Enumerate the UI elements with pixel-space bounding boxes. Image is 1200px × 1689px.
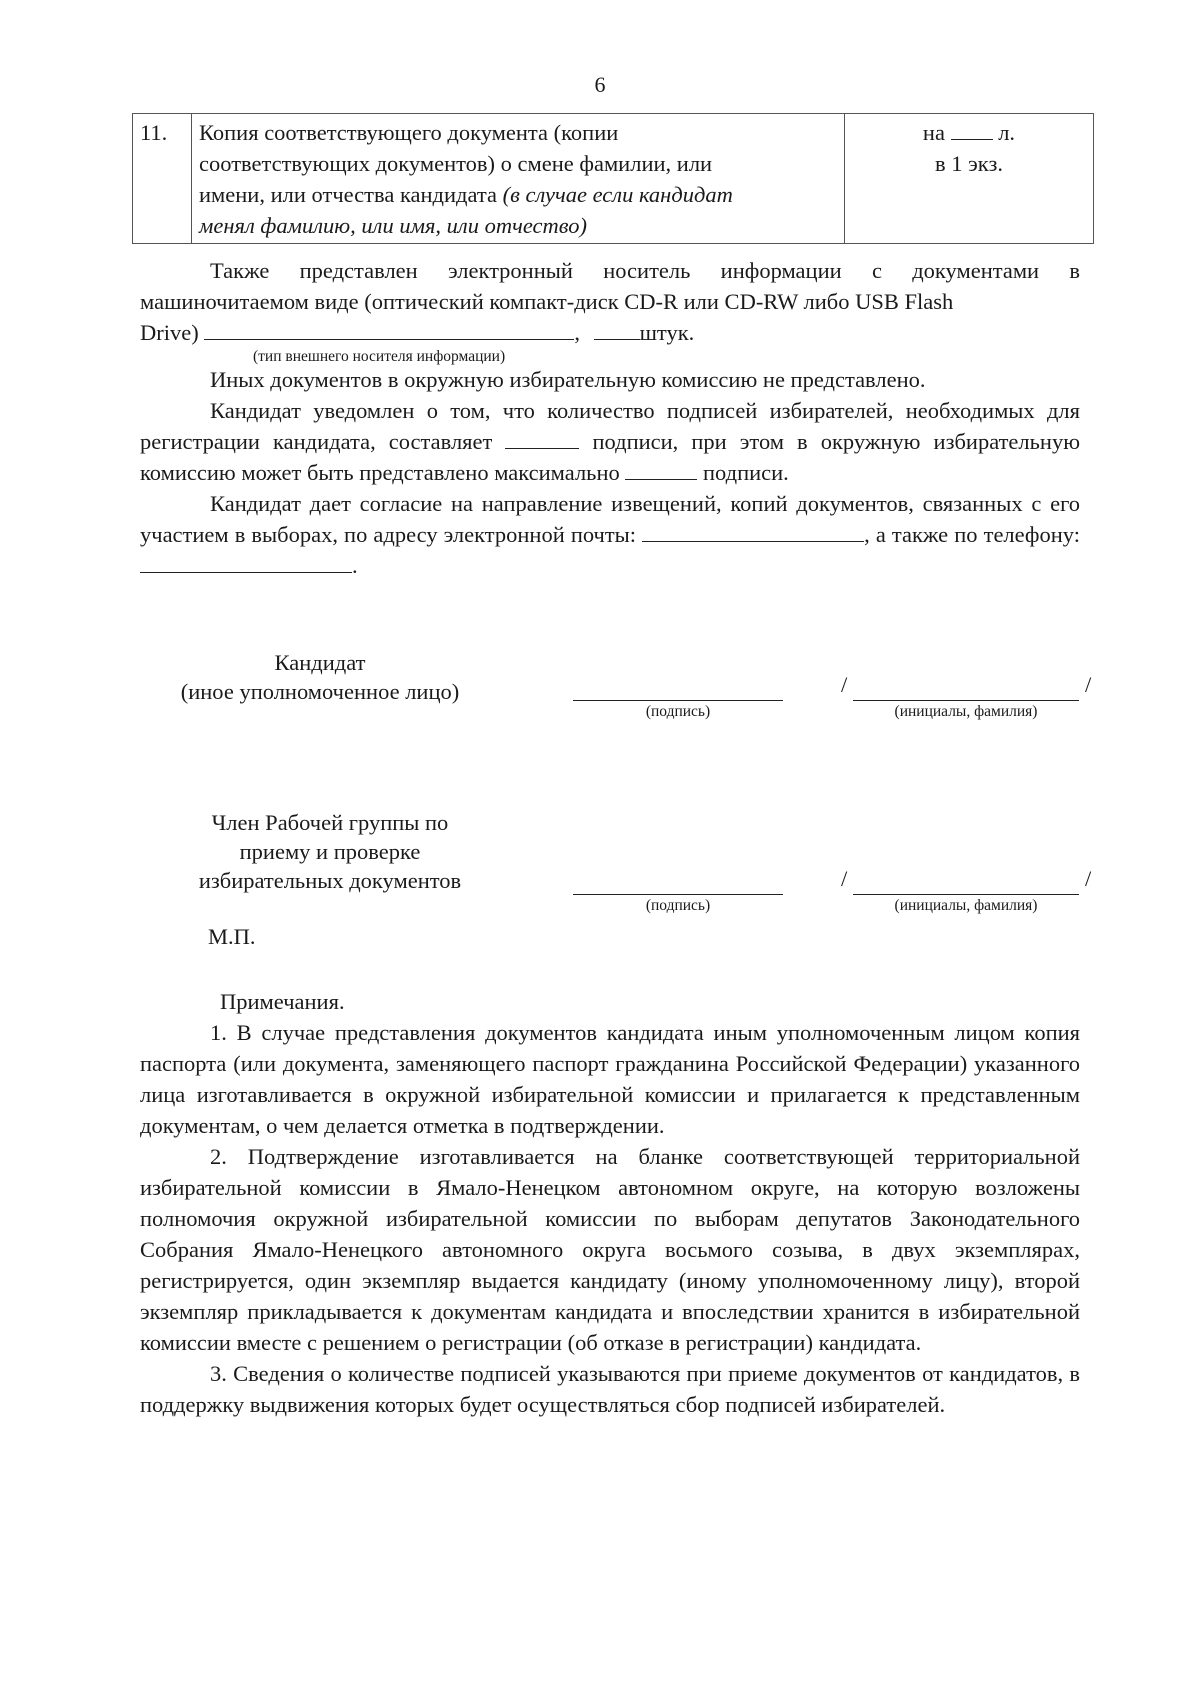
media-paragraph [140,255,1080,366]
consent-text: Кандидат дает согласие на направление извещений, копий документов, связанных с его участием в выборах, по адресу электронной почты: , а также по телефону: . [140,491,1080,578]
name-caption: (инициалы, фамилия) [894,897,1038,914]
row-text-line: соответствующих документов) о смене фамилии, или [199,151,713,176]
pages-count-blank [951,119,993,140]
candidate-signature-label: Кандидат (иное уполномоченное лицо) [180,650,460,704]
phone-blank [140,552,352,573]
row-note: (в случае если кандидат [502,182,733,207]
signatures-required-blank [505,428,579,449]
row-text-line: имени, или отчества кандидата [199,182,503,207]
candidate-name-line [853,700,1079,701]
media-count-blank [594,319,640,340]
row-description [192,114,845,244]
candidate-sign-line [573,700,783,701]
email-blank [642,521,864,542]
main-text [140,364,1080,581]
member-name-line [853,894,1079,895]
copies-count: в 1 экз. [935,151,1003,176]
pages-prefix: на [922,120,945,145]
slash: / [841,866,848,891]
pages-suffix: л. [998,120,1016,145]
media-text: Также представлен электронный носитель информации с документами в машиночитаемом виде (оптический компакт-диск CD-R или CD-RW либо USB Flash [140,258,1080,314]
member-signature-label: Член Рабочей группы по приему и проверке избирательных документов [198,810,462,893]
note-item: 2. Подтверждение изготавливается на бланке соответствующей территориальной избирательной комиссии в Ямало-Ненецком автономном округе, на которую возложены полномочия окружной избирательной комиссии по выборам депутатов Законодательного Собрания Ямало-Ненецкого автономного округа восьмого созыва, в двух экземплярах, регистрируется, один экземпляр выдается кандидату (иному уполномоченному лицу), второй экземпляр прикладывается к документам кандидата и впоследствии хранится в избирательной комиссии вместе с решением о регистрации (об отказе в регистрации) кандидата. [140,1144,1080,1355]
slash: / [841,672,848,697]
stamp-place: М.П. [208,924,256,949]
drive-word: Drive) [140,320,199,345]
page-number: 6 [594,72,606,97]
notes-section [140,986,1080,1420]
signatures-max-blank [625,459,697,480]
row-note: менял фамилию, или имя, или отчество) [199,213,587,238]
other-docs-text: Иных документов в окружную избирательную комиссию не представлено. [210,367,926,392]
media-line [140,317,1080,348]
member-sign-line [573,894,783,895]
sign-caption: (подпись) [645,897,711,914]
name-caption: (инициалы, фамилия) [894,703,1038,720]
slash: / [1085,866,1092,891]
media-comma: , [574,320,580,345]
sign-caption: (подпись) [645,703,711,720]
media-count-suffix: штук. [639,320,695,345]
media-caption: (тип внешнего носителя информации) [253,348,506,365]
media-type-blank [204,319,574,340]
signatures-notice: Кандидат уведомлен о том, что количество подписей избирателей, необходимых для регистрации кандидата, составляет подписи, при этом в окружную избирательную комиссию может быть представлено максимально подписи. [140,398,1081,485]
notes-heading: Примечания. [220,989,345,1014]
slash: / [1085,672,1092,697]
documents-table [132,113,1094,244]
table-row [133,114,1094,244]
row-text-line: Копия соответствующего документа (копии [199,120,619,145]
row-number: 11. [133,114,192,244]
note-item: 1. В случае представления документов кандидата иным уполномоченным лицом копия паспорта (или документа, заменяющего паспорт гражданина Российской Федерации) указанного лица изготавливается в окружной избирательной комиссии и прилагается к представленным документам, о чем делается отметка в подтверждении. [140,1020,1080,1138]
note-item: 3. Сведения о количестве подписей указываются при приеме документов от кандидатов, в поддержку выдвижения которых будет осуществляться сбор подписей избирателей. [140,1361,1080,1417]
row-pages [845,114,1094,244]
